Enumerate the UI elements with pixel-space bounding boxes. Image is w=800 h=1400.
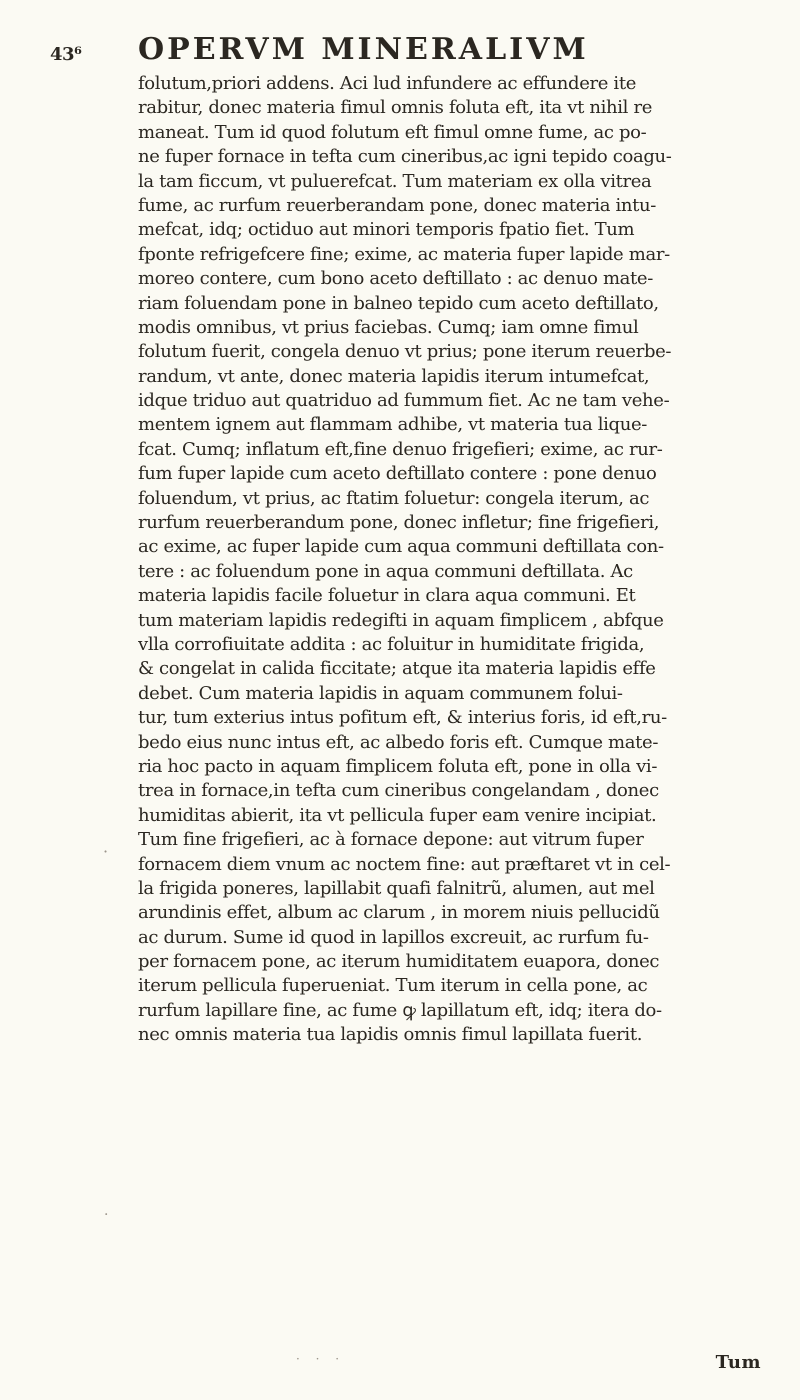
text-line: idque triduo aut quatriduo ad fummum fiet. Ac ne tam vehe- [138, 390, 670, 412]
text-line: arundinis effet, album ac clarum , in morem niuis pellucidũ [138, 902, 660, 924]
text-line: folutum,priori addens. Aci lud infundere ac effundere ite [138, 73, 637, 94]
text-line: & congelat in calida ficcitate; atque ita materia lapidis effe [138, 658, 656, 680]
text-line: maneat. Tum id quod folutum eft fimul omne fume, ac po- [138, 121, 647, 143]
text-line: fornacem diem vnum ac noctem fine: aut præftaret vt in cel- [138, 853, 671, 875]
text-line: tum materiam lapidis redegifti in aquam fimplicem , abfque [138, 609, 664, 631]
text-line: la tam ficcum, vt puluerefcat. Tum materiam ex olla vitrea [138, 170, 652, 192]
text-line: trea in fornace,in tefta cum cineribus congelandam , donec [138, 780, 659, 802]
page-number: 43⁶ [50, 44, 82, 65]
text-line: foluendum, vt prius, ac ftatim foluetur: congela iterum, ac [138, 487, 650, 509]
text-line: fcat. Cumq; inflatum eft,fine denuo frigefieri; exime, ac rur- [138, 438, 663, 460]
text-line: nec omnis materia tua lapidis omnis fimul lapillata fuerit. [138, 1024, 643, 1046]
text-line: modis omnibus, vt prius faciebas. Cumq; iam omne fimul [138, 316, 639, 338]
text-line: materia lapidis facile foluetur in clara aqua communi. Et [138, 585, 636, 607]
text-line: folutum fuerit, congela denuo vt prius; pone iterum reuerbe- [138, 341, 672, 363]
text-line: randum, vt ante, donec materia lapidis iterum intumefcat, [138, 365, 650, 387]
ink-specks: · · · [296, 1352, 346, 1366]
running-header [50, 32, 589, 72]
text-line: tur, tum exterius intus pofitum eft, & interius foris, id eft,ru- [138, 707, 667, 729]
catchword: Tum [715, 1352, 761, 1373]
text-line: moreo contere, cum bono aceto deftillato : ac denuo mate- [138, 268, 653, 290]
text-line: mefcat, idq; octiduo aut minori temporis fpatio fiet. Tum [138, 219, 635, 241]
text-line: ria hoc pacto in aquam fimplicem foluta eft, pone in olla vi- [138, 755, 658, 777]
text-line: Tum fine frigefieri, ac à fornace depone: aut vitrum fuper [138, 829, 644, 851]
text-line: fponte refrigefcere fine; exime, ac materia fuper lapide mar- [138, 243, 670, 265]
text-line: rurfum reuerberandum pone, donec infletur; fine frigefieri, [138, 512, 660, 534]
text-line: ne fuper fornace in tefta cum cineribus,ac igni tepido coagu- [138, 146, 672, 168]
text-line: rurfum lapillare fine, ac fume ꝙ lapillatum eft, idq; itera do- [138, 999, 662, 1021]
text-line: riam foluendam pone in balneo tepido cum aceto deftillato, [138, 292, 659, 314]
text-line: iterum pellicula fuperueniat. Tum iterum in cella pone, ac [138, 975, 648, 997]
text-line: rabitur, donec materia fimul omnis foluta eft, ita vt nihil re [138, 97, 653, 119]
text-line: ac exime, ac fuper lapide cum aqua communi deftillata con- [138, 536, 664, 558]
margin-mark: · [104, 1207, 109, 1223]
text-line: fume, ac rurfum reuerberandam pone, donec materia intu- [138, 194, 657, 216]
text-line: debet. Cum materia lapidis in aquam communem folui- [138, 682, 623, 704]
text-line: per fornacem pone, ac iterum humiditatem euapora, donec [138, 951, 660, 973]
margin-mark: · [103, 842, 109, 861]
text-line: vlla corrofiuitate addita : ac foluitur in humiditate frigida, [138, 633, 645, 655]
text-line: bedo eius nunc intus eft, ac albedo foris eft. Cumque mate- [138, 731, 659, 753]
body-text [138, 72, 788, 1048]
text-line: mentem ignem aut flammam adhibe, vt materia tua lique- [138, 414, 647, 436]
text-line: humiditas abierit, ita vt pellicula fuper eam venire incipiat. [138, 804, 657, 826]
text-line: fum fuper lapide cum aceto deftillato contere : pone denuo [138, 463, 657, 485]
text-line: tere : ac foluendum pone in aqua communi deftillata. Ac [138, 560, 633, 582]
text-line: la frigida poneres, lapillabit quafi falnitrũ, alumen, aut mel [138, 877, 655, 899]
text-line: ac durum. Sume id quod in lapillos excreuit, ac rurfum fu- [138, 926, 649, 948]
running-title: OPERVM MINERALIVM [138, 32, 589, 67]
